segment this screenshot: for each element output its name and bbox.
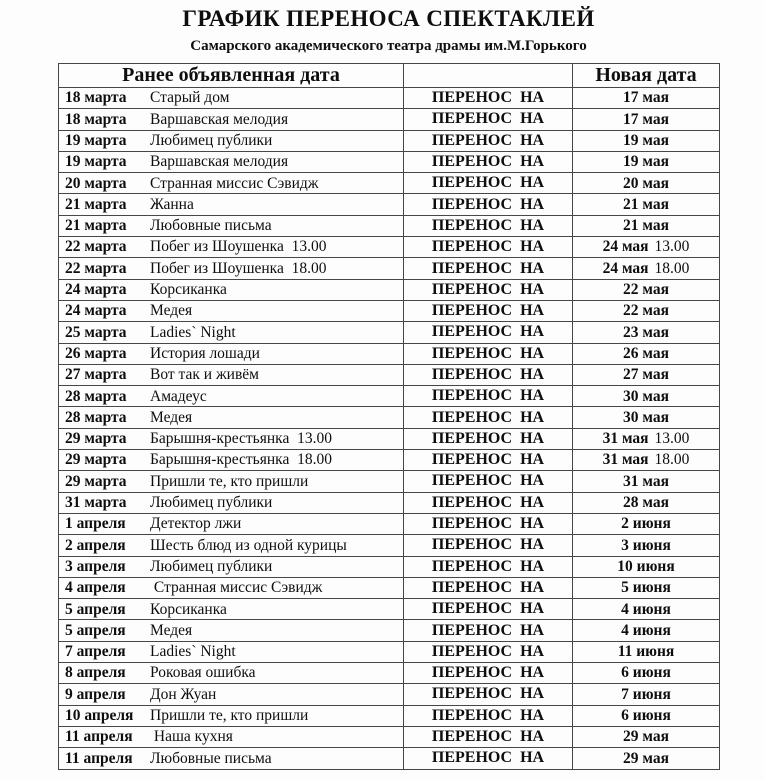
previous-date-cell: [59, 556, 404, 577]
new-date: 5 июня: [621, 579, 671, 597]
new-date-cell: [573, 88, 720, 109]
previous-date-cell: [59, 663, 404, 684]
new-date-cell: [573, 130, 720, 151]
table-row: [59, 322, 720, 343]
table-row: [59, 88, 720, 109]
performance-title: Любовные письма: [150, 217, 272, 235]
transfer-label-cell: [404, 428, 573, 449]
new-date: 26 мая: [623, 344, 669, 362]
new-date: 7 июня: [621, 685, 671, 703]
new-date: 29 мая: [623, 728, 669, 746]
previous-date-cell: [59, 726, 404, 747]
transfer-label: ПЕРЕНОС НА: [431, 387, 545, 405]
transfer-label-cell: [404, 556, 573, 577]
previous-date: 29 марта: [65, 430, 127, 448]
column-header-new-date: Новая дата: [573, 64, 720, 88]
new-date: 28 мая: [623, 494, 669, 512]
new-date-cell: [573, 705, 720, 726]
previous-date: 4 апреля: [65, 579, 126, 597]
previous-date: 8 апреля: [65, 664, 126, 682]
transfer-label: ПЕРЕНОС НА: [431, 153, 545, 171]
new-date-cell: [573, 343, 720, 364]
new-date: 19 мая: [623, 131, 669, 149]
previous-date: 11 апреля: [65, 728, 133, 746]
previous-date-cell: [59, 322, 404, 343]
new-date: 31 мая: [602, 430, 649, 448]
previous-date: 26 марта: [65, 344, 127, 362]
previous-date-cell: [59, 173, 404, 194]
new-time: 18.00: [654, 259, 690, 277]
new-date-cell: [573, 194, 720, 215]
new-date-cell: [573, 386, 720, 407]
previous-date: 11 апреля: [65, 749, 133, 767]
table-row: [59, 556, 720, 577]
new-date-cell: [573, 109, 720, 130]
table-row: [59, 535, 720, 556]
table-row: [59, 513, 720, 534]
transfer-label-cell: [404, 343, 573, 364]
new-date: 21 мая: [623, 195, 669, 213]
new-date-cell: [573, 237, 720, 258]
new-date: 24 мая: [602, 238, 649, 256]
previous-date: 5 апреля: [65, 621, 126, 639]
previous-date-cell: [59, 364, 404, 385]
transfer-label: ПЕРЕНОС НА: [431, 728, 545, 746]
transfer-label-cell: [404, 300, 573, 321]
new-date: 11 июня: [617, 643, 675, 661]
transfer-label: ПЕРЕНОС НА: [431, 451, 545, 469]
new-date: 31 мая: [602, 451, 649, 469]
transfer-label: ПЕРЕНОС НА: [431, 664, 545, 682]
performance-title: Медея: [150, 302, 193, 320]
new-date-cell: [573, 173, 720, 194]
table-row: [59, 364, 720, 385]
transfer-label-cell: [404, 407, 573, 428]
previous-date: 18 марта: [65, 110, 127, 128]
previous-date-cell: [59, 386, 404, 407]
performance-title: Любовные письма: [150, 749, 272, 767]
new-date: 30 мая: [623, 387, 669, 405]
previous-date-cell: [59, 705, 404, 726]
transfer-label-cell: [404, 322, 573, 343]
performance-title: Медея: [150, 621, 193, 639]
transfer-label-cell: [404, 705, 573, 726]
transfer-label: ПЕРЕНОС НА: [431, 600, 545, 618]
transfer-label-cell: [404, 577, 573, 598]
transfer-label: ПЕРЕНОС НА: [431, 472, 545, 490]
transfer-label: ПЕРЕНОС НА: [431, 174, 545, 192]
performance-title: Наша кухня: [150, 728, 233, 746]
performance-title: Странная миссис Сэвидж: [150, 174, 319, 192]
schedule-table: [58, 63, 720, 770]
new-date: 19 мая: [623, 153, 669, 171]
new-date: 3 июня: [621, 536, 671, 554]
new-date-cell: [573, 364, 720, 385]
performance-title: Странная миссис Сэвидж: [150, 579, 323, 597]
header-row: [59, 64, 720, 88]
previous-date-cell: [59, 151, 404, 172]
new-date-cell: [573, 641, 720, 662]
transfer-label-cell: [404, 364, 573, 385]
performance-title: Медея: [150, 408, 193, 426]
previous-date-cell: [59, 109, 404, 130]
previous-date: 18 марта: [65, 89, 127, 107]
performance-title: Варшавская мелодия: [150, 153, 289, 171]
new-time: 18.00: [654, 451, 690, 469]
new-date: 21 мая: [623, 217, 669, 235]
previous-date-cell: [59, 577, 404, 598]
new-date: 22 мая: [623, 302, 669, 320]
table-row: [59, 279, 720, 300]
new-time: 13.00: [654, 430, 690, 448]
performance-title: Вот так и живём: [150, 366, 259, 384]
transfer-label-cell: [404, 237, 573, 258]
new-date-cell: [573, 535, 720, 556]
transfer-label-cell: [404, 173, 573, 194]
previous-date: 24 марта: [65, 281, 127, 299]
new-date: 24 мая: [602, 259, 649, 277]
previous-date: 20 марта: [65, 174, 127, 192]
new-date: 31 мая: [623, 472, 669, 490]
transfer-label-cell: [404, 684, 573, 705]
new-date: 20 мая: [623, 174, 669, 192]
performance-title: Барышня-крестьянка 13.00: [150, 430, 332, 448]
table-row: [59, 492, 720, 513]
new-date-cell: [573, 279, 720, 300]
page-title: ГРАФИК ПЕРЕНОСА СПЕКТАКЛЕЙ: [182, 6, 595, 31]
transfer-label: ПЕРЕНОС НА: [431, 578, 545, 596]
transfer-label: ПЕРЕНОС НА: [431, 131, 545, 149]
previous-date: 22 марта: [65, 238, 127, 256]
transfer-label: ПЕРЕНОС НА: [431, 749, 545, 767]
new-date: 4 июня: [621, 621, 671, 639]
previous-date: 28 марта: [65, 408, 127, 426]
performance-title: Любимец публики: [150, 494, 273, 512]
previous-date-cell: [59, 535, 404, 556]
table-row: [59, 258, 720, 279]
previous-date-cell: [59, 88, 404, 109]
previous-date: 21 марта: [65, 217, 127, 235]
transfer-label-cell: [404, 492, 573, 513]
table-row: [59, 577, 720, 598]
table-row: [59, 428, 720, 449]
transfer-label-cell: [404, 513, 573, 534]
new-date-cell: [573, 215, 720, 236]
new-date-cell: [573, 748, 720, 769]
previous-date-cell: [59, 450, 404, 471]
transfer-label-cell: [404, 471, 573, 492]
table-row: [59, 109, 720, 130]
column-header-previous-date: Ранее объявленная дата: [59, 64, 404, 88]
transfer-label: ПЕРЕНОС НА: [431, 344, 545, 362]
transfer-label: ПЕРЕНОС НА: [431, 536, 545, 554]
new-date-cell: [573, 513, 720, 534]
new-date-cell: [573, 663, 720, 684]
performance-title: Пришли те, кто пришли: [150, 472, 309, 490]
previous-date: 7 апреля: [65, 643, 126, 661]
new-time: 13.00: [654, 238, 690, 256]
previous-date-cell: [59, 407, 404, 428]
transfer-label: ПЕРЕНОС НА: [431, 280, 545, 298]
performance-title: Детектор лжи: [150, 515, 242, 533]
previous-date-cell: [59, 215, 404, 236]
table-row: [59, 663, 720, 684]
table-row: [59, 450, 720, 471]
table-row: [59, 300, 720, 321]
transfer-label: ПЕРЕНОС НА: [431, 408, 545, 426]
transfer-label-cell: [404, 599, 573, 620]
previous-date-cell: [59, 471, 404, 492]
table-row: [59, 151, 720, 172]
previous-date-cell: [59, 194, 404, 215]
transfer-label-cell: [404, 641, 573, 662]
transfer-label-cell: [404, 726, 573, 747]
table-row: [59, 705, 720, 726]
previous-date: 19 марта: [65, 153, 127, 171]
performance-title: Корсиканка: [150, 281, 227, 299]
column-header-middle: [404, 64, 573, 88]
new-date: 22 мая: [623, 281, 669, 299]
previous-date-cell: [59, 258, 404, 279]
transfer-label-cell: [404, 279, 573, 300]
table-body: [59, 88, 720, 770]
new-date-cell: [573, 492, 720, 513]
previous-date: 1 апреля: [65, 515, 126, 533]
previous-date: 28 марта: [65, 387, 127, 405]
transfer-label: ПЕРЕНОС НА: [431, 89, 545, 107]
previous-date-cell: [59, 513, 404, 534]
previous-date: 29 марта: [65, 472, 127, 490]
new-date-cell: [573, 471, 720, 492]
performance-title: Жанна: [150, 195, 194, 213]
previous-date: 19 марта: [65, 131, 127, 149]
transfer-label-cell: [404, 748, 573, 769]
previous-date-cell: [59, 428, 404, 449]
new-date-cell: [573, 151, 720, 172]
new-date-cell: [573, 428, 720, 449]
previous-date-cell: [59, 343, 404, 364]
transfer-label: ПЕРЕНОС НА: [431, 621, 545, 639]
new-date: 27 мая: [623, 366, 669, 384]
previous-date: 24 марта: [65, 302, 127, 320]
table-row: [59, 194, 720, 215]
previous-date: 25 марта: [65, 323, 127, 341]
performance-title: Шесть блюд из одной курицы: [150, 536, 347, 554]
previous-date-cell: [59, 684, 404, 705]
transfer-label-cell: [404, 386, 573, 407]
previous-date: 10 апреля: [65, 707, 134, 724]
transfer-label: ПЕРЕНОС НА: [431, 259, 545, 277]
previous-date-cell: [59, 641, 404, 662]
transfer-label: ПЕРЕНОС НА: [431, 706, 545, 724]
table-row: [59, 407, 720, 428]
new-date: 23 мая: [623, 323, 669, 341]
new-date: 30 мая: [623, 408, 669, 426]
table-row: [59, 343, 720, 364]
performance-title: Варшавская мелодия: [150, 110, 289, 128]
new-date-cell: [573, 258, 720, 279]
transfer-label-cell: [404, 88, 573, 109]
previous-date: 27 марта: [65, 366, 127, 384]
transfer-label-cell: [404, 194, 573, 215]
previous-date-cell: [59, 130, 404, 151]
previous-date: 3 апреля: [65, 557, 126, 575]
transfer-label: ПЕРЕНОС НА: [431, 238, 545, 256]
table-row: [59, 620, 720, 641]
new-date-cell: [573, 726, 720, 747]
new-date-cell: [573, 300, 720, 321]
performance-title: Корсиканка: [150, 600, 227, 618]
previous-date-cell: [59, 237, 404, 258]
transfer-label: ПЕРЕНОС НА: [431, 302, 545, 320]
performance-title: Дон Жуан: [150, 685, 217, 703]
transfer-label: ПЕРЕНОС НА: [431, 323, 545, 341]
transfer-label-cell: [404, 258, 573, 279]
transfer-label: ПЕРЕНОС НА: [431, 429, 545, 447]
transfer-label: ПЕРЕНОС НА: [431, 515, 545, 533]
performance-title: Старый дом: [150, 89, 230, 107]
previous-date-cell: [59, 748, 404, 769]
new-date-cell: [573, 322, 720, 343]
transfer-label-cell: [404, 109, 573, 130]
previous-date: 31 марта: [65, 494, 127, 512]
document-header: [58, 6, 719, 55]
transfer-label: ПЕРЕНОС НА: [431, 493, 545, 511]
previous-date: 22 марта: [65, 259, 127, 277]
new-date: 10 июня: [617, 557, 675, 575]
new-date: 2 июня: [621, 515, 671, 533]
new-date-cell: [573, 620, 720, 641]
previous-date-cell: [59, 599, 404, 620]
transfer-label: ПЕРЕНОС НА: [431, 366, 545, 383]
previous-date: 5 апреля: [65, 600, 126, 618]
previous-date-cell: [59, 620, 404, 641]
table-row: [59, 471, 720, 492]
table-row: [59, 599, 720, 620]
previous-date: 2 апреля: [65, 536, 126, 554]
performance-title: Любимец публики: [150, 557, 273, 575]
table-row: [59, 215, 720, 236]
performance-title: Ladies` Night: [150, 643, 236, 661]
new-date-cell: [573, 450, 720, 471]
table-row: [59, 173, 720, 194]
transfer-label-cell: [404, 663, 573, 684]
transfer-label-cell: [404, 215, 573, 236]
transfer-label-cell: [404, 620, 573, 641]
new-date-cell: [573, 577, 720, 598]
new-date: 29 мая: [623, 749, 669, 767]
table-row: [59, 237, 720, 258]
new-date-cell: [573, 556, 720, 577]
transfer-label-cell: [404, 450, 573, 471]
transfer-label: ПЕРЕНОС НА: [431, 195, 545, 213]
transfer-label-cell: [404, 130, 573, 151]
new-date: 6 июня: [621, 664, 671, 682]
transfer-label-cell: [404, 535, 573, 556]
previous-date-cell: [59, 492, 404, 513]
page-subtitle: Самарского академического театра драмы им.М.Горького: [190, 38, 587, 54]
new-date-cell: [573, 599, 720, 620]
new-date: 6 июня: [621, 707, 671, 724]
table-row: [59, 726, 720, 747]
previous-date-cell: [59, 279, 404, 300]
table-row: [59, 641, 720, 662]
transfer-label: ПЕРЕНОС НА: [431, 216, 545, 234]
previous-date: 29 марта: [65, 451, 127, 469]
transfer-label: ПЕРЕНОС НА: [431, 110, 545, 128]
new-date-cell: [573, 684, 720, 705]
previous-date-cell: [59, 300, 404, 321]
performance-title: Пришли те, кто пришли: [150, 707, 309, 724]
new-date-cell: [573, 407, 720, 428]
performance-title: История лошади: [150, 344, 260, 362]
table-row: [59, 684, 720, 705]
transfer-label: ПЕРЕНОС НА: [431, 557, 545, 575]
performance-title: Барышня-крестьянка 18.00: [150, 451, 332, 469]
transfer-label: ПЕРЕНОС НА: [431, 685, 545, 703]
performance-title: Побег из Шоушенка 18.00: [150, 259, 327, 277]
performance-title: Роковая ошибка: [150, 664, 256, 682]
new-date: 17 мая: [623, 89, 669, 107]
performance-title: Любимец публики: [150, 131, 273, 149]
table-row: [59, 386, 720, 407]
new-date: 17 мая: [623, 110, 669, 128]
table-row: [59, 748, 720, 769]
transfer-label: ПЕРЕНОС НА: [431, 642, 545, 660]
performance-title: Амадеус: [150, 387, 207, 405]
transfer-label-cell: [404, 151, 573, 172]
performance-title: Ladies` Night: [150, 323, 236, 341]
table-row: [59, 130, 720, 151]
previous-date: 21 марта: [65, 195, 127, 213]
performance-title: Побег из Шоушенка 13.00: [150, 238, 327, 256]
new-date: 4 июня: [621, 600, 671, 618]
previous-date: 9 апреля: [65, 685, 126, 703]
